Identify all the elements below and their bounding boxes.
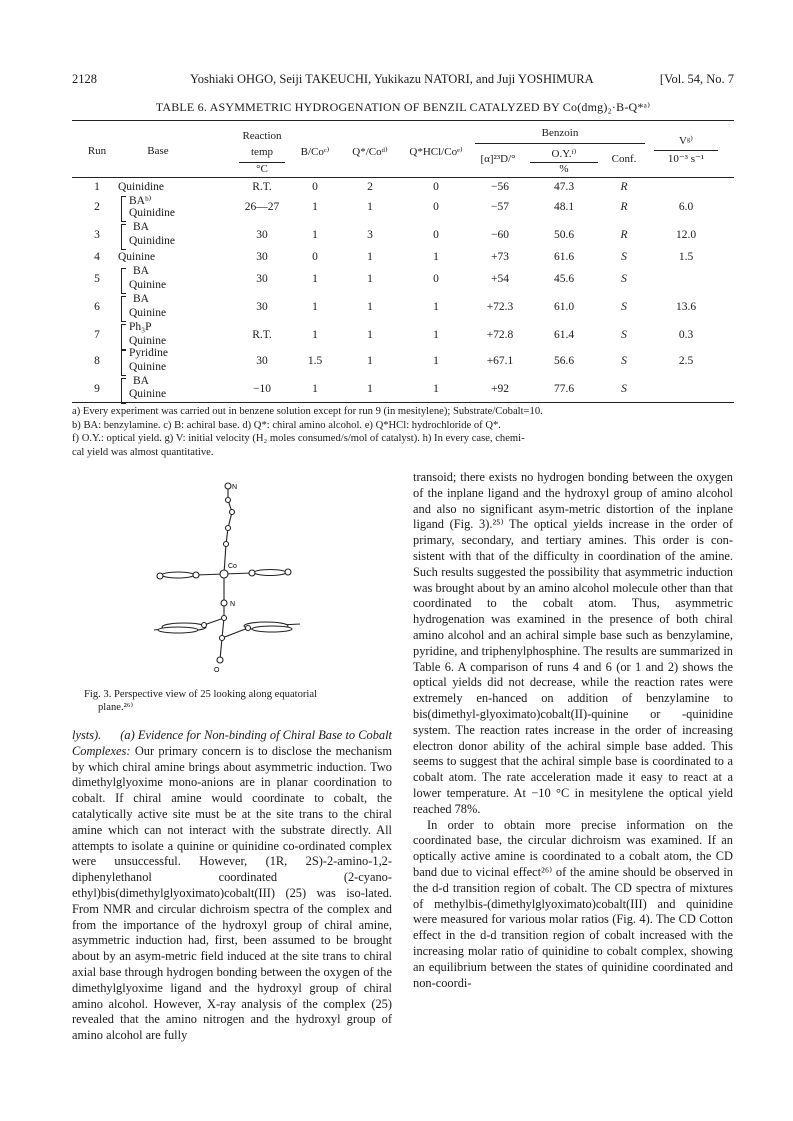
- cell-b: 1.5: [307, 355, 323, 367]
- cell-b: 1: [312, 301, 318, 313]
- cell-alpha: +54: [491, 273, 509, 285]
- atom: [285, 569, 291, 575]
- footnote-line: a) Every experiment was carried out in benzene solution except for run 9 (in mesitylene); Substrate/Cobalt=10.: [72, 406, 543, 417]
- cell-oy: 45.6: [553, 273, 575, 285]
- benzoin-span-rule: [475, 143, 645, 144]
- atom-label: O: [214, 667, 220, 674]
- atom: [157, 573, 163, 579]
- section-heading: (a) Evidence for Non-binding of Chiral Base to Cobalt Complexes:: [72, 728, 392, 758]
- bond: [204, 618, 224, 625]
- cell-alpha: −57: [491, 201, 509, 213]
- bond: [222, 628, 248, 638]
- base-bracket: [121, 350, 126, 376]
- cell-q: 1: [367, 301, 373, 313]
- col-temp-unit: °C: [256, 163, 268, 175]
- cell-base-2: Quinidine: [129, 207, 175, 219]
- atom: [226, 526, 231, 531]
- running-header: [72, 72, 734, 90]
- cell-run: 4: [94, 251, 100, 263]
- cell-conf: S: [621, 383, 627, 395]
- cell-alpha: −60: [491, 229, 509, 241]
- cell-run: 5: [94, 273, 100, 285]
- cell-v: 2.5: [678, 355, 694, 367]
- col-bco-header: B/Coᶜ⁾: [300, 146, 330, 158]
- figure-caption-line: Fig. 3. Perspective view of 25 looking along equatorial: [84, 689, 318, 700]
- cell-q: 1: [367, 355, 373, 367]
- atom: [225, 483, 231, 489]
- cell-alpha: +92: [491, 383, 509, 395]
- cell-qh: 1: [433, 301, 439, 313]
- cell-conf: S: [621, 273, 627, 285]
- cell-qh: 0: [433, 229, 439, 241]
- figure-caption-line: plane.²⁶⁾: [98, 702, 134, 713]
- footnote-line: cal yield was almost quantitative.: [72, 446, 214, 458]
- cell-qh: 1: [433, 329, 439, 341]
- cell-alpha: −56: [491, 181, 509, 193]
- cell-run: 6: [94, 301, 100, 313]
- cell-temp: 30: [256, 251, 268, 263]
- cell-v: 13.6: [675, 301, 697, 313]
- author-line: Yoshiaki OHGO, Seiji TAKEUCHI, Yukikazu NATORI, and Juji YOSHIMURA: [190, 72, 594, 86]
- cell-qh: 1: [433, 355, 439, 367]
- cell-base: BA: [133, 375, 149, 387]
- cell-base: Ph₃P: [129, 321, 152, 333]
- atom-label: N: [232, 484, 238, 491]
- atom: [230, 510, 235, 515]
- volume-info: [Vol. 54, No. 7: [659, 72, 734, 86]
- cell-base-2: Quinine: [129, 388, 167, 400]
- base-bracket: [121, 196, 126, 222]
- cell-temp: 30: [256, 273, 268, 285]
- col-conf-header: Conf.: [611, 153, 637, 165]
- atom-label: N: [230, 601, 236, 608]
- cell-base: Quinine: [118, 251, 156, 263]
- col-oy-unit: %: [559, 163, 569, 175]
- base-bracket: [121, 378, 126, 404]
- cell-q: 1: [367, 329, 373, 341]
- atom: [202, 623, 207, 628]
- molecule-figure: [100, 478, 360, 678]
- cell-qh: 1: [433, 383, 439, 395]
- cell-conf: R: [620, 181, 628, 193]
- cell-conf: S: [621, 329, 627, 341]
- cell-oy: 48.1: [553, 201, 575, 213]
- col-run-header: Run: [87, 145, 107, 157]
- cell-v: 6.0: [678, 201, 694, 213]
- cell-base-2: Quinine: [129, 361, 167, 373]
- cell-run: 8: [94, 355, 100, 367]
- cell-v: 0.3: [678, 329, 694, 341]
- atom: [224, 542, 229, 547]
- cell-q: 1: [367, 383, 373, 395]
- col-qco-header: Q*/Coᵈ⁾: [352, 146, 388, 158]
- cell-conf: R: [620, 229, 628, 241]
- table-caption: TABLE 6. ASYMMETRIC HYDROGENATION OF BENZIL CATALYZED BY Co(dmg)₂·B-Q*ᵃ⁾: [155, 100, 651, 114]
- cell-temp: R.T.: [252, 181, 272, 193]
- continuation-fragment: lysts).: [72, 728, 102, 742]
- cell-v: 12.0: [675, 229, 697, 241]
- cell-base: BA: [133, 221, 149, 233]
- v-fraction-rule: [654, 150, 718, 151]
- table-footnotes: [72, 405, 734, 459]
- cell-b: 1: [312, 273, 318, 285]
- atom: [221, 600, 227, 606]
- cell-temp: R.T.: [252, 329, 272, 341]
- col-temp-header-1: Reaction: [242, 130, 282, 142]
- cell-alpha: +72.3: [486, 301, 514, 313]
- cell-base-2: Quinine: [129, 307, 167, 319]
- cell-qh: 1: [433, 251, 439, 263]
- table-top-rule: [72, 120, 734, 121]
- cell-q: 3: [367, 229, 373, 241]
- cell-run: 2: [94, 201, 100, 213]
- atom-label: Co: [228, 563, 237, 570]
- cell-oy: 61.4: [553, 329, 575, 341]
- paragraph-text: Our primary concern is to disclose the mechanism by which chiral amine brings about asymmetric induction. Two dimethylglyoxime mono-anions are in planar coordination to cobalt. If chiral amine would coordinate to cobalt, the catalytically active site must be at the site trans to the chiral amine which can not interact with the substrate directly. All attempts to isolate a quinine or quinidine co-ordinated complex were unsuccessful. However, (1R, 2S)-2-amino-1,2-diphenylethanol coordinated (2-cyano-ethyl)bis(dimethylglyoximato)cobalt(III) (25) was iso-lated. From NMR and circular dichroism spectra of the complex and from the importance of the hydroxyl group of chiral amine, asymmetric induction had, first, been assumed to be brought about by an asym-metric field induced at the site trans to chiral axial base through hydrogen bonding between the oxygen of the dimethylglyoxime ligand and the hydroxyl group of chiral amino alcohol. However, X-ray analysis of the complex (25) revealed that the amino nitrogen and the hydroxyl group of amino alcohol are fully: [72, 743, 392, 1043]
- cell-base: Quinidine: [118, 181, 164, 193]
- right-column-text: [413, 470, 733, 991]
- cell-q: 1: [367, 201, 373, 213]
- cell-base-2: Quinidine: [129, 235, 175, 247]
- cell-oy: 61.6: [553, 251, 575, 263]
- cell-alpha: +73: [491, 251, 509, 263]
- col-v-unit: 10⁻³ s⁻¹: [667, 153, 705, 165]
- cell-run: 9: [94, 383, 100, 395]
- cell-base: BAᵇ⁾: [129, 195, 152, 207]
- table-bottom-rule: [72, 402, 734, 403]
- cell-run: 1: [94, 181, 100, 193]
- cell-oy: 47.3: [553, 181, 575, 193]
- cell-q: 1: [367, 251, 373, 263]
- cell-oy: 56.6: [553, 355, 575, 367]
- left-column-text: [72, 728, 392, 1044]
- cell-conf: R: [620, 201, 628, 213]
- cell-run: 3: [94, 229, 100, 241]
- cell-b: 1: [312, 383, 318, 395]
- cell-temp: 26—27: [244, 201, 280, 213]
- cell-oy: 50.6: [553, 229, 575, 241]
- figure-caption: [84, 688, 384, 714]
- col-alpha-header: [α]²³D/°: [480, 153, 516, 165]
- col-base-header: Base: [147, 145, 169, 157]
- col-temp-header-2: temp: [251, 146, 273, 158]
- cell-qh: 0: [433, 273, 439, 285]
- footnote-line: f) O.Y.: optical yield. g) V: initial velocity (H₂ moles consumed/s/mol of catalyst). h) In every case, chemi-: [72, 433, 525, 444]
- cell-temp: 30: [256, 229, 268, 241]
- col-qhclco-header: Q*HCl/Coᵉ⁾: [409, 146, 463, 158]
- cell-alpha: +72.8: [486, 329, 514, 341]
- cell-temp: 30: [256, 355, 268, 367]
- cell-b: 1: [312, 329, 318, 341]
- ring: [162, 572, 194, 578]
- cell-q: 2: [367, 181, 373, 193]
- col-benzoin-header: Benzoin: [541, 127, 579, 139]
- cell-alpha: +67.1: [486, 355, 514, 367]
- ring: [252, 626, 292, 632]
- cell-conf: S: [621, 251, 627, 263]
- cell-b: 1: [312, 201, 318, 213]
- base-bracket: [121, 268, 126, 294]
- cell-b: 0: [312, 251, 318, 263]
- table-header-rule: [72, 177, 734, 178]
- col-oy-header: O.Y.ᶠ⁾: [551, 148, 577, 160]
- cell-run: 7: [94, 329, 100, 341]
- atom: [246, 626, 251, 631]
- cell-b: 0: [312, 181, 318, 193]
- atom: [220, 636, 225, 641]
- cell-b: 1: [312, 229, 318, 241]
- page-number: 2128: [72, 72, 97, 86]
- cell-base: BA: [133, 265, 149, 277]
- cell-q: 1: [367, 273, 373, 285]
- cell-conf: S: [621, 301, 627, 313]
- col-v-header: Vᵍ⁾: [679, 135, 693, 147]
- cell-base: Pyridine: [129, 347, 168, 359]
- cell-v: 1.5: [678, 251, 694, 263]
- atom: [222, 616, 227, 621]
- cell-oy: 77.6: [553, 383, 575, 395]
- base-bracket: [121, 296, 126, 322]
- ring: [158, 627, 198, 633]
- atom: [220, 570, 228, 578]
- paragraph-text: transoid; there exists no hydrogen bonding between the oxygen of the inplane ligand and the hydroxyl group of amino alcohol and also no significant asym-metric distortion of the inplane ligand (Fig. 3).²⁵⁾ The optical yields increase in the order of primary, secondary, and tertiary amines. This order is con-sistent with that of the difficulty in coordination of the amine. Such results suggested the possibility that asymmetric induction was brought about by an amino alcohol molecule other than that coordinated to the cobalt atom. Thus, asymmetric hydrogenation was examined in the presence of both chiral amino alcohol and an achiral simple base such as benzylamine, pyridine, and triphenylphosphine. The results are summarized in Table 6. A comparison of runs 4 and 6 (or 1 and 2) shows the optical yields did not decrease, while the reaction rates were extremely en-hanced on addition of benzylamine to bis(dimethyl-glyoximato)cobalt(II)-quinine or -quinidine system. The reaction rates increase in the order of increasing electron donor ability of the achiral simple base added. This seems to suggest that the achiral simple base is coordinated to a cobalt atom. The rate acceleration made it easy to react at a lower temperature. At −10 °C in mesitylene the optical yield reached 78%.: [413, 470, 733, 816]
- base-bracket: [121, 324, 126, 350]
- atom: [193, 572, 199, 578]
- cell-qh: 0: [433, 181, 439, 193]
- paragraph-text: In order to obtain more precise information on the coordinated base, the circular dichroism was examined. If an optically active amine is coordinated to a cobalt atom, the CD band due to vicinal effect²⁶⁾ of the amine should be observed in the d-d transition region of cobalt. The CD spectra of mixtures of methylbis-(dimethylglyoximato)cobalt(III) and quinidine were measured for various molar ratios (Fig. 4). The CD Cotton effect in the d-d transition region of cobalt increased with the increasing molar ratio of quinidine to cobalt complex, showing an equilibrium between the states of quinidine coordinated and non-coordi-: [413, 817, 733, 990]
- cell-base-2: Quinine: [129, 335, 167, 347]
- atom: [217, 657, 223, 663]
- base-bracket: [121, 224, 126, 250]
- cell-base: BA: [133, 293, 149, 305]
- cell-temp: 30: [256, 301, 268, 313]
- cell-qh: 0: [433, 201, 439, 213]
- cell-base-2: Quinine: [129, 279, 167, 291]
- cell-temp: −10: [253, 383, 271, 395]
- cell-conf: S: [621, 355, 627, 367]
- atom: [249, 570, 255, 576]
- cell-oy: 61.0: [553, 301, 575, 313]
- atom: [226, 498, 231, 503]
- ring: [254, 570, 286, 576]
- footnote-line: b) BA: benzylamine. c) B: achiral base. d) Q*: chiral amino alcohol. e) Q*HCl: hydrochloride of Q*.: [72, 419, 501, 431]
